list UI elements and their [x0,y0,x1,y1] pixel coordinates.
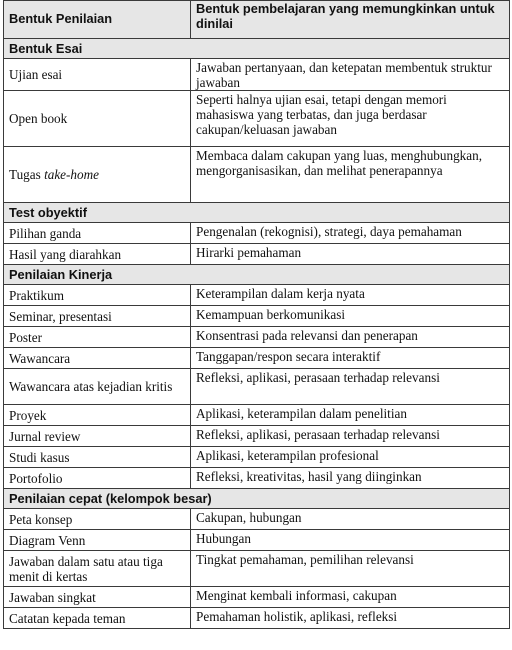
assessment-form-cell [4,530,191,551]
assessment-form-text: Tugas [9,167,45,182]
header-col-assessment-form: Bentuk Penilaian [4,1,191,39]
assessment-form-cell [4,405,191,426]
assessment-form-cell [4,468,191,489]
header-col-learning-form: Bentuk pembelajaran yang memungkinkan untuk dinilai [191,1,510,39]
table-body [4,39,510,629]
table-row [4,223,510,244]
header-row [4,1,510,39]
assessment-form-text: Seminar, presentasi [9,308,112,324]
table-row [4,587,510,608]
assessment-form-italic-text: take-home [44,167,99,182]
table-row [4,426,510,447]
assessment-form-cell [4,327,191,348]
assessment-form-cell [4,91,191,147]
learning-form-cell: Membaca dalam cakupan yang luas, menghubungkan, mengorganisasikan, dan melihat penerapannya [191,147,510,203]
table-row [4,306,510,327]
table-row [4,348,510,369]
assessment-form-text: Hasil yang diarahkan [9,246,122,262]
assessment-form-cell [4,306,191,327]
learning-form-cell: Refleksi, kreativitas, hasil yang diinginkan [191,468,510,489]
assessment-form-cell [4,59,191,91]
learning-form-cell: Tingkat pemahaman, pemilihan relevansi [191,551,510,587]
section-row-penilaian-cepat-kelompok-besar [4,489,510,509]
assessment-form-text: Ujian esai [9,67,63,82]
assessment-form-text: Poster [9,329,42,345]
table-row [4,59,510,91]
assessment-form-cell [4,223,191,244]
assessment-form-cell [4,244,191,265]
learning-form-cell: Konsentrasi pada relevansi dan penerapan [191,327,510,348]
assessment-form-text: Portofolio [9,470,63,486]
section-title: Bentuk Esai [4,39,510,59]
assessment-form-text: Peta konsep [9,511,73,527]
learning-form-cell: Hirarki pemahaman [191,244,510,265]
learning-form-cell: Pengenalan (rekognisi), strategi, daya pemahaman [191,223,510,244]
assessment-form-text: Wawancara [9,350,71,366]
assessment-form-cell [4,509,191,530]
learning-form-cell: Tanggapan/respon secara interaktif [191,348,510,369]
learning-form-cell: Refleksi, aplikasi, perasaan terhadap relevansi [191,426,510,447]
assessment-form-text: Pilihan ganda [9,225,82,241]
assessment-form-cell [4,147,191,203]
table-row [4,509,510,530]
assessment-form-text: Wawancara atas kejadian kritis [9,379,173,394]
assessment-form-cell [4,608,191,629]
section-row-test-obyektif [4,203,510,223]
table-row [4,244,510,265]
assessment-form-cell [4,348,191,369]
table-row [4,468,510,489]
assessment-form-text: Jawaban dalam satu atau tiga menit di kertas [9,553,163,584]
assessment-form-text: Diagram Venn [9,532,86,548]
assessment-form-text: Jawaban singkat [9,589,96,605]
learning-form-cell: Hubungan [191,530,510,551]
learning-form-cell: Aplikasi, keterampilan profesional [191,447,510,468]
assessment-form-cell [4,447,191,468]
assessment-form-text: Proyek [9,407,47,423]
section-title: Penilaian cepat (kelompok besar) [4,489,510,509]
learning-form-cell: Keterampilan dalam kerja nyata [191,285,510,306]
table-row [4,285,510,306]
table-row [4,608,510,629]
assessment-table [3,0,510,629]
table-row [4,327,510,348]
table-row [4,91,510,147]
learning-form-cell: Aplikasi, keterampilan dalam penelitian [191,405,510,426]
assessment-form-cell [4,587,191,608]
table-row [4,405,510,426]
assessment-form-text: Open book [9,111,68,126]
section-row-penilaian-kinerja [4,265,510,285]
assessment-form-text: Catatan kepada teman [9,610,126,626]
table-row [4,369,510,405]
assessment-form-text: Studi kasus [9,449,70,465]
learning-form-cell: Refleksi, aplikasi, perasaan terhadap relevansi [191,369,510,405]
section-row-bentuk-esai [4,39,510,59]
assessment-form-cell [4,369,191,405]
assessment-form-cell [4,551,191,587]
learning-form-cell: Cakupan, hubungan [191,509,510,530]
learning-form-cell: Kemampuan berkomunikasi [191,306,510,327]
learning-form-cell: Menginat kembali informasi, cakupan [191,587,510,608]
table-row [4,147,510,203]
learning-form-cell: Seperti halnya ujian esai, tetapi dengan memori mahasiswa yang terbatas, dan juga berdasar cakupan/keluasan jawaban [191,91,510,147]
learning-form-cell: Pemahaman holistik, aplikasi, refleksi [191,608,510,629]
table-row [4,530,510,551]
assessment-form-cell [4,426,191,447]
learning-form-cell: Jawaban pertanyaan, dan ketepatan membentuk struktur jawaban [191,59,510,91]
table-row [4,447,510,468]
section-title: Test obyektif [4,203,510,223]
section-title: Penilaian Kinerja [4,265,510,285]
assessment-form-text: Praktikum [9,287,64,303]
assessment-form-text: Jurnal review [9,428,81,444]
table-row [4,551,510,587]
assessment-form-cell [4,285,191,306]
